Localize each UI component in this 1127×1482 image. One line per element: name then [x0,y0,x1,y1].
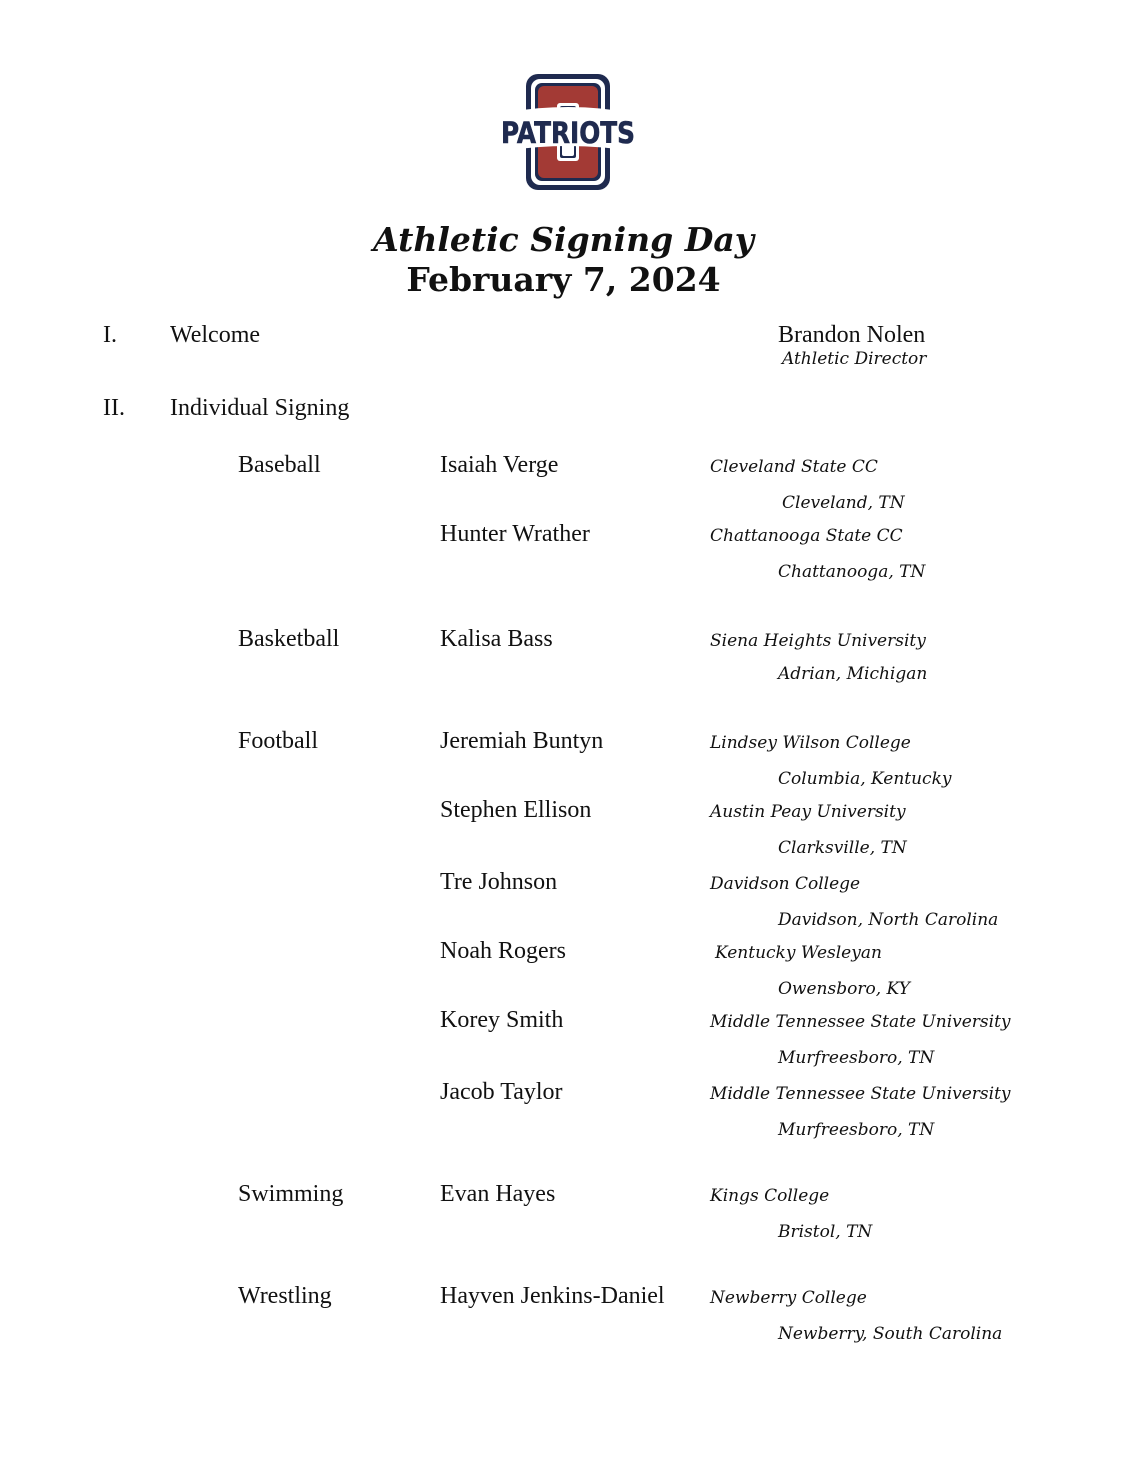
event-date: February 7, 2024 [406,260,721,299]
school-name: Siena Heights University [710,631,926,651]
sport-swimming: Swimming [238,1181,344,1207]
patriots-logo [496,70,640,194]
school-location: Cleveland, TN [782,493,905,513]
presenter-name: Brandon Nolen [778,322,926,348]
sport-basketball: Basketball [238,626,340,652]
sport-football: Football [238,728,319,754]
athlete-name: Evan Hayes [440,1181,556,1207]
agenda-numeral: II. [103,395,125,421]
school-name: Austin Peay University [710,802,906,822]
athlete-name: Isaiah Verge [440,452,559,478]
school-location: Chattanooga, TN [778,562,926,582]
school-name: Middle Tennessee State University [710,1084,1011,1104]
agenda-item-individual-signing: Individual Signing [170,395,350,421]
school-name: Davidson College [710,874,861,894]
athlete-name: Jeremiah Buntyn [440,728,604,754]
agenda-item-welcome: Welcome [170,322,261,348]
school-location: Newberry, South Carolina [778,1324,1003,1344]
school-location: Columbia, Kentucky [778,769,952,789]
sport-wrestling: Wrestling [238,1283,332,1309]
school-name: Kings College [710,1186,830,1206]
school-name: Middle Tennessee State University [710,1012,1011,1032]
school-name: Lindsey Wilson College [710,733,911,753]
athlete-name: Hunter Wrather [440,521,590,547]
athlete-name: Noah Rogers [440,938,566,964]
school-location: Clarksville, TN [778,838,907,858]
school-name: Newberry College [710,1288,867,1308]
school-name: Chattanooga State CC [710,526,903,546]
agenda-numeral: I. [103,322,117,348]
school-location: Murfreesboro, TN [778,1048,935,1068]
athlete-name: Stephen Ellison [440,797,592,823]
school-location: Davidson, North Carolina [778,910,999,930]
athlete-name: Korey Smith [440,1007,564,1033]
athlete-name: Tre Johnson [440,869,558,895]
school-location: Murfreesboro, TN [778,1120,935,1140]
sport-baseball: Baseball [238,452,321,478]
athlete-name: Jacob Taylor [440,1079,563,1105]
school-location: Adrian, Michigan [778,664,928,684]
athlete-name: Kalisa Bass [440,626,553,652]
logo-text: PATRIOTS [501,116,635,150]
athlete-name: Hayven Jenkins-Daniel [440,1283,665,1309]
school-name: Kentucky Wesleyan [715,943,882,963]
school-location: Bristol, TN [778,1222,873,1242]
page-title: Athletic Signing Day [373,220,754,259]
school-name: Cleveland State CC [710,457,878,477]
school-location: Owensboro, KY [778,979,910,999]
presenter-title: Athletic Director [782,349,927,369]
